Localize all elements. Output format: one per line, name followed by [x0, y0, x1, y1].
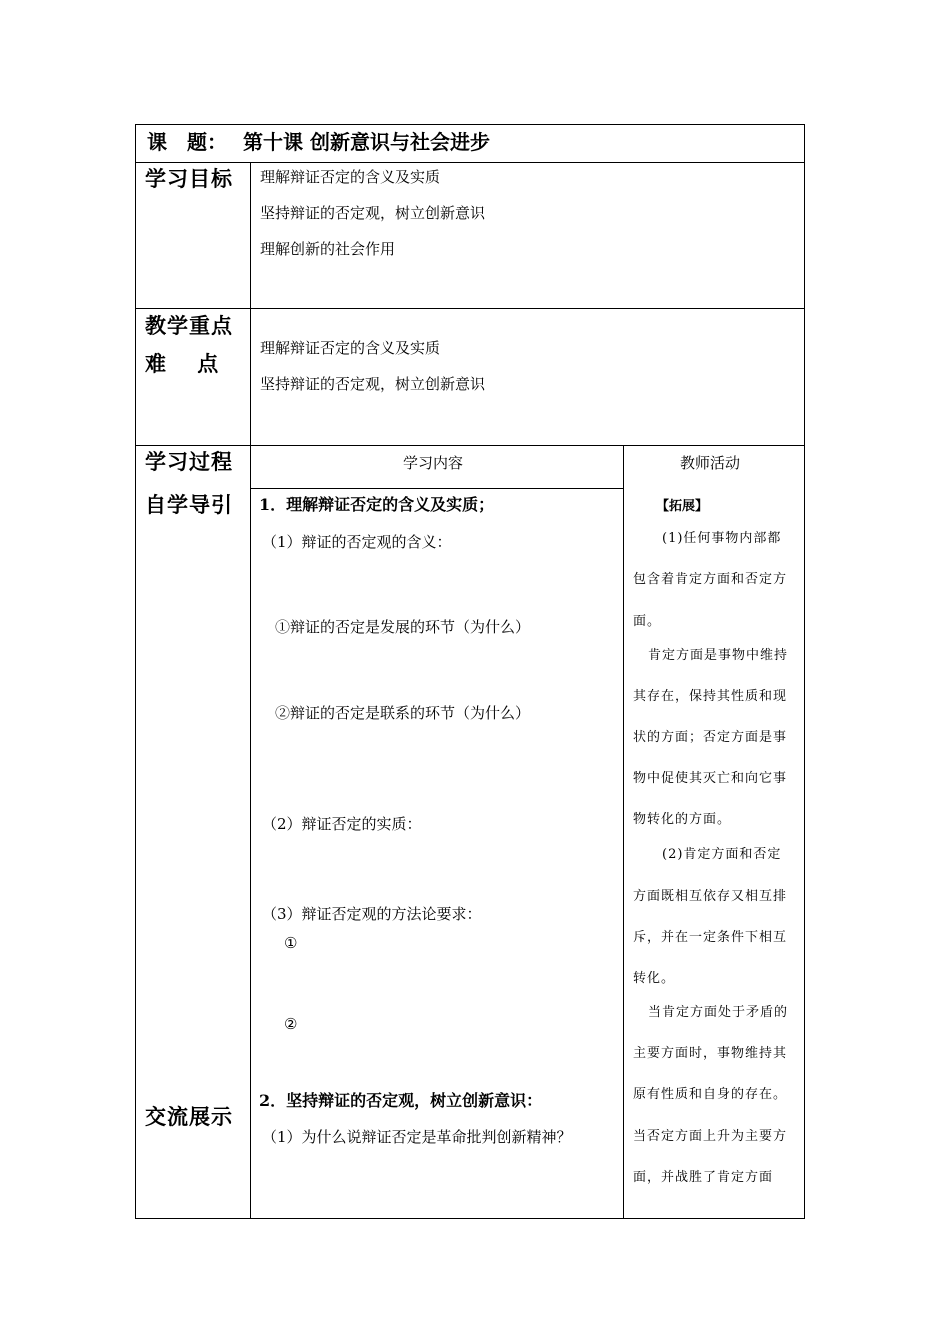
border-right — [804, 124, 805, 1219]
border-bottom — [135, 1218, 805, 1219]
extension-title: 【拓展】 — [656, 499, 709, 514]
border-after-keypoints — [135, 445, 805, 446]
content-column-header: 学习内容 — [403, 454, 464, 472]
border-top — [135, 124, 805, 125]
border-after-title — [135, 162, 805, 163]
question: （3）辩证否定观的方法论要求： — [262, 905, 482, 923]
teacher-note-line: 物转化的方面。 — [633, 812, 732, 827]
section-heading: 1．理解辩证否定的含义及实质； — [259, 495, 495, 514]
teacher-note-line: 包含着肯定方面和否定方 — [633, 572, 788, 587]
teacher-note-line: 其存在，保持其性质和现 — [633, 689, 788, 704]
sub-question: ① — [284, 934, 298, 952]
objective-item: 理解辩证否定的含义及实质 — [260, 168, 441, 186]
lesson-label: 课 题： — [147, 130, 227, 154]
teacher-note-line: 转化。 — [633, 971, 676, 986]
teacher-note-line: 肯定方面是事物中维持 — [648, 648, 789, 663]
exchange-label: 交流展示 — [145, 1104, 233, 1129]
key-point-item: 理解辩证否定的含义及实质 — [260, 339, 441, 357]
teacher-note-line: 当否定方面上升为主要方 — [633, 1129, 788, 1144]
question: （1）辩证的否定观的含义： — [262, 533, 452, 551]
teacher-note-line: 物中促使其灭亡和向它事 — [633, 771, 788, 786]
key-points-label: 教学重点 — [145, 313, 233, 338]
objective-item: 理解创新的社会作用 — [260, 240, 396, 258]
teacher-note-line: 当肯定方面处于矛盾的 — [648, 1005, 789, 1020]
border-after-col-headers — [250, 488, 623, 489]
self-study-label: 自学导引 — [145, 492, 233, 517]
sub-question: ② — [284, 1015, 298, 1033]
process-label: 学习过程 — [145, 449, 233, 474]
border-left — [135, 124, 136, 1219]
objective-item: 坚持辩证的否定观，树立创新意识 — [260, 204, 486, 222]
teacher-note-line: (2)肯定方面和否定 — [662, 847, 782, 862]
border-teacher-column — [623, 445, 624, 1219]
teacher-note-line: 原有性质和自身的存在。 — [633, 1087, 788, 1102]
sub-question: ①辩证的否定是发展的环节（为什么） — [275, 618, 531, 636]
teacher-note-line: 状的方面；否定方面是事 — [633, 730, 788, 745]
key-point-item: 坚持辩证的否定观，树立创新意识 — [260, 375, 486, 393]
border-label-column — [250, 162, 251, 1219]
sub-question: ②辩证的否定是联系的环节（为什么） — [275, 704, 531, 722]
teacher-note-line: 主要方面时，事物维持其 — [633, 1046, 788, 1061]
teacher-column-header: 教师活动 — [680, 454, 741, 472]
teacher-note-line: 面，并战胜了肯定方面 — [633, 1170, 774, 1185]
border-after-objectives — [135, 308, 805, 309]
question: （1）为什么说辩证否定是革命批判创新精神？ — [262, 1128, 572, 1146]
difficulties-label: 难 点 — [145, 351, 220, 376]
section-heading: 2．坚持辩证的否定观，树立创新意识： — [259, 1091, 543, 1110]
teacher-note-line: (1)任何事物内部都 — [662, 531, 782, 546]
lesson-title: 第十课 创新意识与社会进步 — [243, 130, 490, 154]
teacher-note-line: 斥，并在一定条件下相互 — [633, 930, 788, 945]
teacher-note-line: 面。 — [633, 614, 662, 629]
teacher-note-line: 方面既相互依存又相互排 — [633, 889, 788, 904]
question: （2）辩证否定的实质： — [262, 815, 422, 833]
objectives-label: 学习目标 — [145, 166, 233, 191]
